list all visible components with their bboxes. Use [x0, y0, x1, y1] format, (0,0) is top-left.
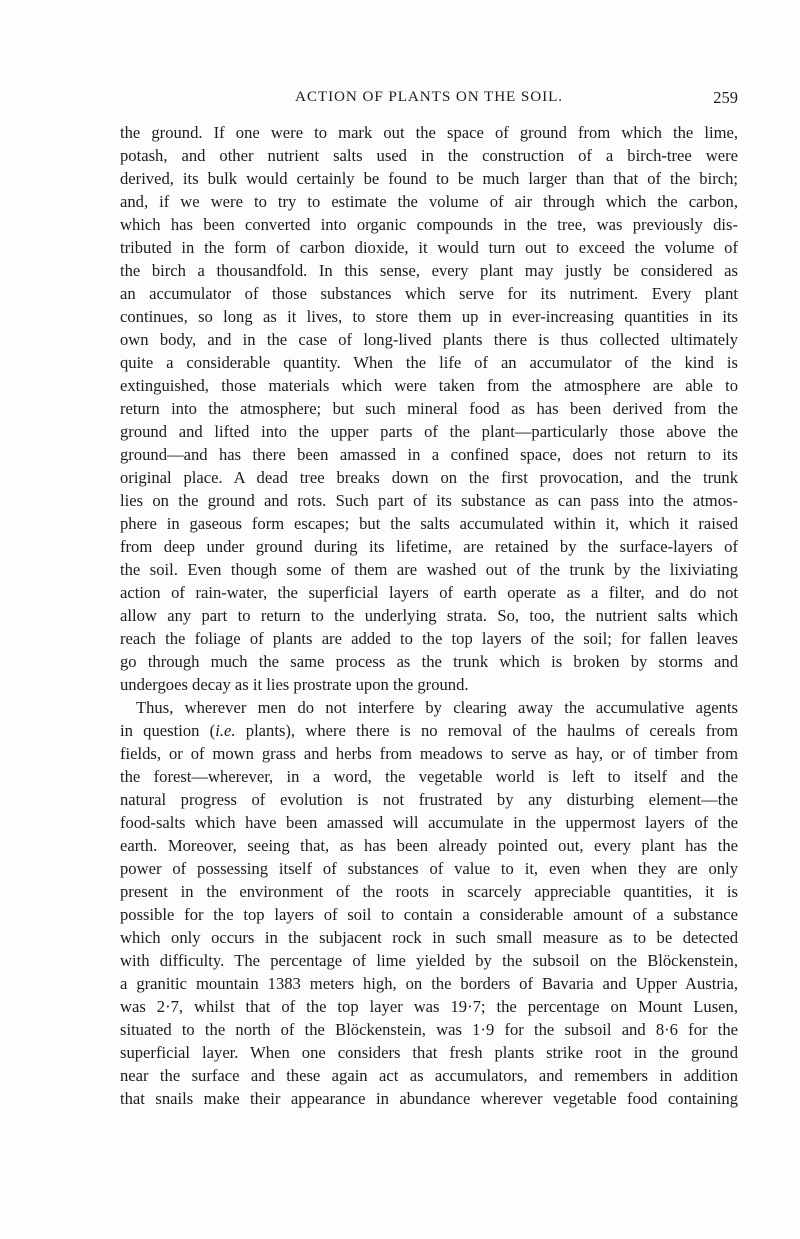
text-line: fields, or of mown grass and herbs from meadows to serve as hay, or of timber from: [120, 744, 738, 763]
text-line: continues, so long as it lives, to store them up in ever-increasing quantities in its: [120, 307, 738, 326]
text-line: which only occurs in the subjacent rock in such small measure as to be detected: [120, 928, 738, 947]
text-line: natural progress of evolution is not frustrated by any disturbing element—the: [120, 790, 738, 809]
text-line: phere in gaseous form escapes; but the salts accumulated within it, which it raised: [120, 514, 738, 533]
text-line: the forest—wherever, in a word, the vegetable world is left to itself and the: [120, 767, 738, 786]
text-line: ground and lifted into the upper parts of the plant—particularly those above the: [120, 422, 738, 441]
text-line: own body, and in the case of long-lived plants there is thus collected ultimately: [120, 330, 738, 349]
running-head: [120, 88, 738, 108]
text-line: derived, its bulk would certainly be found to be much larger than that of the birch;: [120, 169, 738, 188]
text-line: and, if we were to try to estimate the volume of air through which the carbon,: [120, 192, 738, 211]
text-line: in question (i.e. plants), where there is no removal of the haulms of cereals from: [120, 721, 738, 740]
text-line: action of rain-water, the superficial layers of earth operate as a filter, and do not: [120, 583, 738, 602]
text-line: allow any part to return to the underlying strata. So, too, the nutrient salts which: [120, 606, 738, 625]
text-line: that snails make their appearance in abundance wherever vegetable food containing: [120, 1089, 738, 1108]
text-line: ground—and has there been amassed in a confined space, does not return to its: [120, 445, 738, 464]
text-line: Thus, wherever men do not interfere by clearing away the accumulative agents: [136, 698, 738, 717]
text-line: tributed in the form of carbon dioxide, it would turn out to exceed the volume of: [120, 238, 738, 257]
text-line: undergoes decay as it lies prostrate upon the ground.: [120, 675, 469, 694]
text-line: which has been converted into organic compounds in the tree, was previously dis-: [120, 215, 738, 234]
text-line: power of possessing itself of substances of value to it, even when they are only: [120, 859, 738, 878]
italic-abbreviation: i.e.: [215, 721, 236, 740]
text-line: lies on the ground and rots. Such part of its substance as can pass into the atmos-: [120, 491, 738, 510]
text-line: possible for the top layers of soil to contain a considerable amount of a substance: [120, 905, 738, 924]
text-line: potash, and other nutrient salts used in the construction of a birch-tree were: [120, 146, 738, 165]
text-line: situated to the north of the Blöckenstein, was 1·9 for the subsoil and 8·6 for the: [120, 1020, 738, 1039]
text-line: earth. Moreover, seeing that, as has been already pointed out, every plant has the: [120, 836, 738, 855]
text-line: from deep under ground during its lifetime, are retained by the surface-layers of: [120, 537, 738, 556]
page-number: 259: [713, 88, 738, 107]
body-text: [120, 121, 738, 1110]
text-line: present in the environment of the roots in scarcely appreciable quantities, it is: [120, 882, 738, 901]
text-line: superficial layer. When one considers that fresh plants strike root in the ground: [120, 1043, 738, 1062]
text-line: extinguished, those materials which were taken from the atmosphere are able to: [120, 376, 738, 395]
text-line: near the surface and these again act as accumulators, and remembers in addition: [120, 1066, 738, 1085]
text-line: the ground. If one were to mark out the space of ground from which the lime,: [120, 123, 738, 142]
text-line: original place. A dead tree breaks down on the first provocation, and the trunk: [120, 468, 738, 487]
text-line: quite a considerable quantity. When the life of an accumulator of the kind is: [120, 353, 738, 372]
text-line: was 2·7, whilst that of the top layer was 19·7; the percentage on Mount Lusen,: [120, 997, 738, 1016]
text-line: the birch a thousandfold. In this sense, every plant may justly be considered as: [120, 261, 738, 280]
text-line: with difficulty. The percentage of lime yielded by the subsoil on the Blöckenstein,: [120, 951, 738, 970]
text-line: food-salts which have been amassed will accumulate in the uppermost layers of the: [120, 813, 738, 832]
text-line: a granitic mountain 1383 meters high, on the borders of Bavaria and Upper Austria,: [120, 974, 738, 993]
text-line: return into the atmosphere; but such mineral food as has been derived from the: [120, 399, 738, 418]
text-line: go through much the same process as the trunk which is broken by storms and: [120, 652, 738, 671]
running-title: ACTION OF PLANTS ON THE SOIL.: [295, 88, 563, 105]
text-line: reach the foliage of plants are added to the top layers of the soil; for fallen leaves: [120, 629, 738, 648]
text-line: an accumulator of those substances which serve for its nutriment. Every plant: [120, 284, 738, 303]
text-line: the soil. Even though some of them are washed out of the trunk by the lixiviating: [120, 560, 738, 579]
